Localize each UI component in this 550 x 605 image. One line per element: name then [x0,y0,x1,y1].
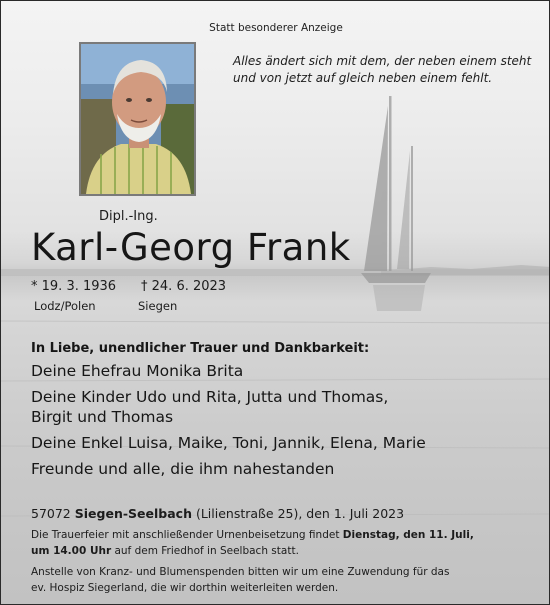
portrait-photo [79,42,196,196]
funeral-text: Die Trauerfeier mit anschließender Urnenbeisetzung findet [31,529,340,541]
funeral-notice-line-1 [31,527,474,543]
funeral-location: auf dem Friedhof in Seelbach statt. [114,545,299,557]
death-date: † 24. 6. 2023 [141,279,227,294]
birth-date: * 19. 3. 1936 [31,279,117,294]
place-and-date [31,506,404,521]
postcode: 57072 [31,506,71,521]
funeral-time: um 14.00 Uhr [31,545,112,557]
quote-line: und von jetzt auf gleich neben einem fehlt. [233,71,493,85]
donation-line: ev. Hospiz Siegerland, die wir dorthin weiterleiten werden. [31,582,339,594]
quote [233,53,531,87]
deceased-name: Karl-Georg Frank [31,226,351,269]
sailboat-silhouette [361,96,431,283]
mourner-line: Deine Kinder Udo und Rita, Jutta und Thomas, [31,388,389,406]
funeral-date: Dienstag, den 11. Juli, [342,529,474,541]
mourners-heading: In Liebe, unendlicher Trauer und Dankbarkeit: [31,341,370,356]
quote-line: Alles ändert sich mit dem, der neben einem steht [233,54,532,68]
death-place: Siegen [138,299,178,313]
mourner-line: Deine Enkel Luisa, Maike, Toni, Jannik, Elena, Marie [31,434,426,452]
place-name: Siegen-Seelbach [74,506,192,521]
header-note: Statt besonderer Anzeige [209,22,343,34]
donation-line: Anstelle von Kranz- und Blumenspenden bitten wir um eine Zuwendung für das [31,566,450,578]
street-and-date: (Lilienstraße 25), den 1. Juli 2023 [195,506,405,521]
academic-title: Dipl.-Ing. [99,209,158,224]
mourner-line: Birgit und Thomas [31,408,174,426]
mourner-line: Deine Ehefrau Monika Brita [31,362,244,380]
mourner-line: Freunde und alle, die ihm nahestanden [31,460,335,478]
funeral-notice-line-2 [31,543,299,559]
birth-place: Lodz/Polen [34,299,96,313]
